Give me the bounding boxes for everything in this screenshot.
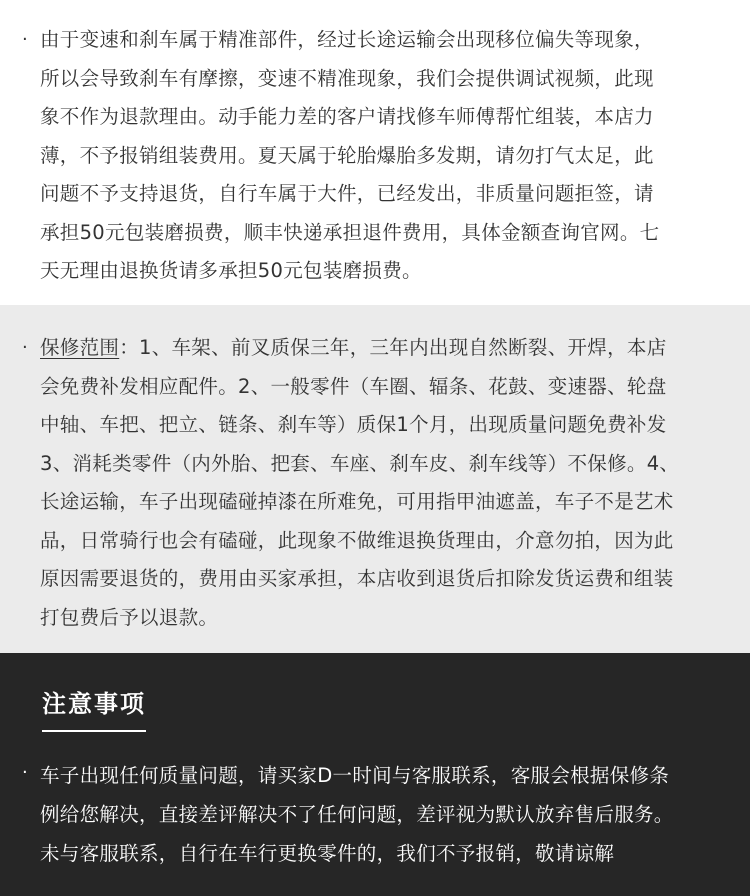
title-underline xyxy=(42,730,146,732)
bullet-marker: · xyxy=(22,337,28,358)
shipping-notice-section xyxy=(0,0,750,305)
bullet-marker: · xyxy=(22,762,28,783)
notice-title: 注意事项 xyxy=(42,690,146,718)
warranty-term: 保修范围 xyxy=(40,336,120,359)
warranty-section xyxy=(0,305,750,653)
bullet-marker: · xyxy=(22,29,28,50)
shipping-paragraph: 由于变速和刹车属于精准部件，经过长途运输会出现移位偏失等现象， 所以会导致刹车有摩擦，变速不精准现象，我们会提供调试视频，此现 象不作为退款理由。动手能力差的客户请找修车师傅帮忙组装，本店力 薄，不予报销组装费用。夏天属于轮胎爆胎多发期，请勿打气太足，此 问题不予支持退货，自行车属于大件，已经发出，非质量问题拒签，请 承担50元包装磨损费，顺丰快递承担退件费用，具体金额查询官网。七 天无理由退换货请多承担50元包装磨损费。 xyxy=(40,28,660,282)
notice-paragraph: 车子出现任何质量问题，请买家D一时间与客服联系，客服会根据保修条 例给您解决，直接差评解决不了任何问题，差评视为默认放弃售后服务。 未与客服联系，自行在车行更换零件的，我们不予报销，敬请谅解 xyxy=(40,764,674,865)
warranty-paragraph xyxy=(40,329,720,637)
warranty-text: ：1、车架、前叉质保三年，三年内出现自然断裂、开焊，本店 会免费补发相应配件。2、一般零件（车圈、辐条、花鼓、变速器、轮盘 中轴、车把、把立、链条、刹车等）质保1个月，出现质量问题免费补发 3、消耗类零件（内外胎、把套、车座、刹车皮、刹车线等）不保修。4、 长途运输，车子出现磕碰掉漆在所难免，可用指甲油遮盖，车子不是艺术 品，日常骑行也会有磕碰，此现象不做维退换货理由，介意勿拍，因为此 原因需要退货的，费用由买家承担，本店收到退货后扣除发货运费和组装 打包费后予以退款。 xyxy=(40,336,680,629)
notice-section xyxy=(0,653,750,896)
